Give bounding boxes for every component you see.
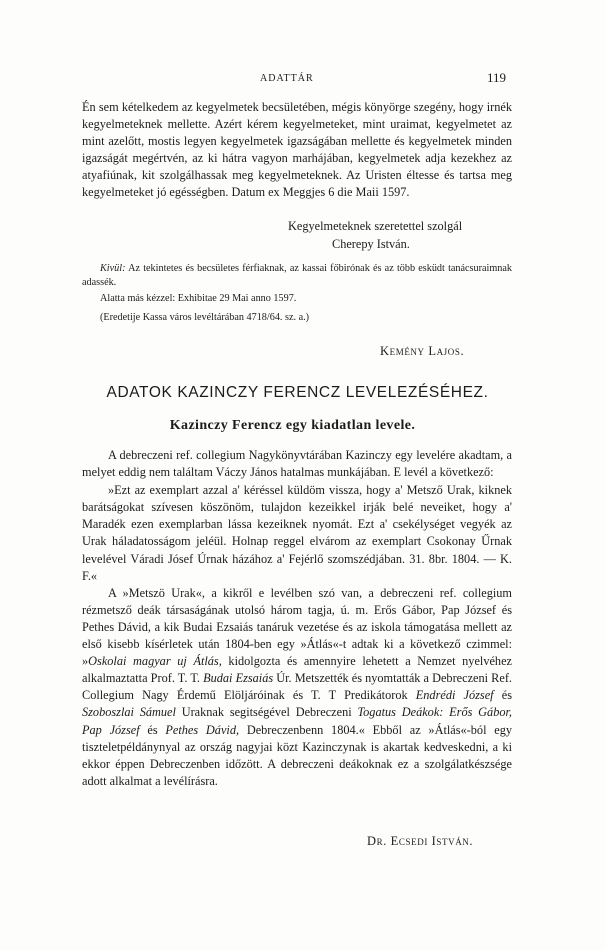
letter-body-block (82, 99, 512, 202)
address-note (82, 262, 512, 289)
letter-body: Én sem kételkedem az kegyelmetek becsületében, mégis könyörge szegény, hogy irnék kegyelmeteknek mellette. Azért kérem kegyelmeteket, mint uraimat, kegyelmetet az mint azelőtt, mostis legyen kegyelmetek igazságában mellette és kegyelmetek minden igazságát megértvén, az ki hátra vagyon marhájában, kegyelmetek adja kezekhez az atyafiúnak, kit szolgálhassak meg kegyelmeteknek. Az Uristen éltesse és tartsa meg kegyelmeteket jó egésségben. Datum ex Meggjes 6 die Maii 1597. (82, 100, 512, 200)
author-signature-1: Kemény Lajos. (380, 344, 465, 358)
address-label: Kivül: (100, 263, 126, 274)
article-title: Kazinczy Ferencz egy kiadatlan levele. (169, 418, 416, 433)
received-note: Alatta más kézzel: Exhibitae 29 Mai anno 1597. (100, 293, 297, 304)
article-paragraph-1: A debreczeni ref. collegium Nagykönyvtárában Kazinczy egy levelére akadtam, a melyet eddig nem találtam Váczy János hatalmas munkájában. E levél a következő: (82, 448, 512, 480)
quoted-letter: »Ezt az exemplart azzal a' kéréssel küldöm vissza, hogy a' Metsző Urak, kiknek barátságokat szívesen köszönöm, tulajdon kezeikkel irják belé neveiket, hogy a' Maradék ezen exemplarban lássa kezeiknek nyomát. Ezt a' csekélységet vegyék az Urak háladatosságom jeléül. Holnap reggel elvárom az exemplart Csokonay Űrnak levelével Váradi Jósef Úrnak házához a' Fejérlő szomszédjában. 31. 8br. 1804. — K. F.« (82, 483, 512, 583)
person-name: Budai Ezsaiás (203, 671, 274, 686)
section-title: ADATOK KAZINCZY FERENCZ LEVELEZÉSÉHEZ. (106, 384, 489, 401)
running-head: ADATTÁR (260, 73, 314, 84)
article-body (82, 447, 512, 790)
person-name: Endrédi József (415, 688, 494, 703)
source-note: (Eredetije Kassa város levéltárában 4718/64. sz. a.) (100, 312, 310, 323)
letter-signature: Cherepy István. (332, 237, 410, 251)
page-number: 119 (487, 70, 507, 85)
article-paragraph-3: A »Metszö Urak«, a kikről e levélben szó van, a debreczeni ref. collegium rézmetsző deák társaságának utolsó három tagja, ú. m. Erős Gábor, Pap József és Pethes Dávid, a kik Budai Ezsaiás tanáruk vezetése és az iskola támogatása mellett az első kisebb kísérletek után 1804-ben egy »Átlás«-t adtak ki a következő czimmel: »Oskolai magyar uj Átlás, kidolgozta és amennyire lehetett a Nemzet nyelvéhez alkalmaztatta Prof. T. T. Budai Ezsaiás Úr. Metszették és nyomtatták a Debreczeni Ref. Collegium Nagy Érdemű Elöljáróinak és T. T Predikátorok Endrédi József és Szoboszlai Sámuel Uraknak segitségével Debreczeni Togatus Deákok: Erős Gábor, Pap József és Pethes Dávid, Debreczenbenn 1804.« Ebből az »Átlás«-ból egy tiszteletpéldánynyal az ország nagyjai közt Kazinczynak is akartak kedveskedni, a ki ekkor éppen Debreczenben időzött. A debreczeni deákoknak ez a szolgálatkészsége adott alkalmat a levélírásra. (82, 585, 512, 788)
atlas-title: Oskolai magyar uj Átlás, (88, 654, 222, 669)
person-names: Togatus Deákok: Erős Gábor, Pap József (82, 705, 512, 737)
letter-closing: Kegyelmeteknek szeretettel szolgál (288, 219, 463, 233)
person-name: Szoboszlai Sámuel (82, 705, 176, 720)
address-text: Az tekintetes és becsületes férfiaknak, az kassai főbirónak és az több esküdt tanácsuraimnak adassék. (82, 263, 512, 288)
author-signature-2: Dr. Ecsedi István. (367, 834, 474, 848)
person-name: Pethes Dávid, (165, 722, 240, 737)
